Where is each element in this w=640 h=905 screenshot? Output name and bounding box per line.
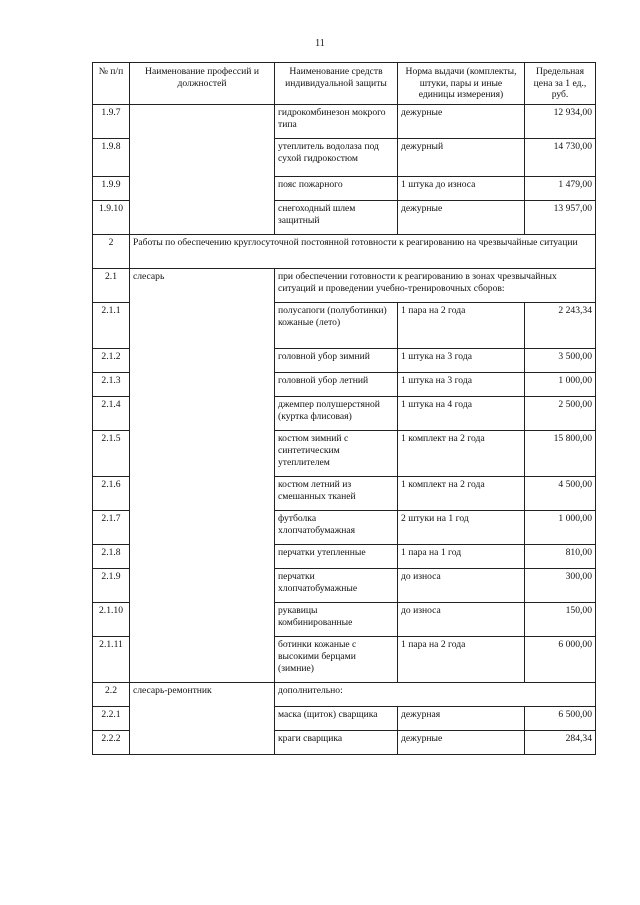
issue-norm: 1 комплект на 2 года <box>398 477 525 511</box>
table-row <box>93 683 596 707</box>
ppe-item: головной убор летний <box>275 373 398 397</box>
row-number: 2.1.10 <box>93 603 130 637</box>
issue-norm: дежурная <box>398 707 525 731</box>
ppe-item: гидрокомбинезон мокрого типа <box>275 105 398 139</box>
row-number: 2.1.4 <box>93 397 130 431</box>
row-number: 2.2 <box>93 683 130 707</box>
issue-norm: до износа <box>398 569 525 603</box>
ppe-item: перчатки хлопчатобумажные <box>275 569 398 603</box>
max-price: 150,00 <box>525 603 596 637</box>
table-row <box>93 269 596 303</box>
ppe-item: джемпер полушерстяной (куртка флисовая) <box>275 397 398 431</box>
issue-norm: дежурные <box>398 731 525 755</box>
row-number: 2.1 <box>93 269 130 303</box>
max-price: 3 500,00 <box>525 349 596 373</box>
max-price: 12 934,00 <box>525 105 596 139</box>
max-price: 4 500,00 <box>525 477 596 511</box>
issue-norm: 1 пара на 2 года <box>398 637 525 683</box>
header-ppe-name: Наименование средств индивидуальной защиты <box>275 63 398 105</box>
issue-norm: 1 штука на 3 года <box>398 373 525 397</box>
section-row <box>93 235 596 269</box>
ppe-item: перчатки утепленные <box>275 545 398 569</box>
row-number: 2.1.8 <box>93 545 130 569</box>
ppe-item: полусапоги (полуботинки) кожаные (лето) <box>275 303 398 349</box>
ppe-item: снегоходный шлем защитный <box>275 201 398 235</box>
max-price: 1 479,00 <box>525 177 596 201</box>
row-number: 1.9.9 <box>93 177 130 201</box>
issue-norm: 1 штука до износа <box>398 177 525 201</box>
issue-norm: 2 штуки на 1 год <box>398 511 525 545</box>
ppe-item: футболка хлопчатобумажная <box>275 511 398 545</box>
page-number: 11 <box>315 38 325 49</box>
row-number: 2.1.3 <box>93 373 130 397</box>
group-note: дополнительно: <box>275 683 596 707</box>
issue-norm: 1 пара на 1 год <box>398 545 525 569</box>
profession-name: слесарь-ремонтник <box>130 683 275 755</box>
issue-norm: 1 пара на 2 года <box>398 303 525 349</box>
row-number: 2.2.2 <box>93 731 130 755</box>
issue-norm: 1 штука на 4 года <box>398 397 525 431</box>
row-number: 2.1.2 <box>93 349 130 373</box>
header-max-price: Предельная цена за 1 ед., руб. <box>525 63 596 105</box>
ppe-item: костюм зимний с синтетическим утеплителем <box>275 431 398 477</box>
header-issue-norm: Норма выдачи (комплекты, штуки, пары и иные единицы измерения) <box>398 63 525 105</box>
issue-norm: дежурный <box>398 139 525 177</box>
max-price: 6 000,00 <box>525 637 596 683</box>
issue-norm: до износа <box>398 603 525 637</box>
row-number: 2.1.11 <box>93 637 130 683</box>
ppe-norms-table <box>92 62 596 755</box>
table-row <box>93 105 596 139</box>
header-number: № п/п <box>93 63 130 105</box>
profession-cell-empty <box>130 105 275 235</box>
max-price: 2 243,34 <box>525 303 596 349</box>
row-number: 2.1.9 <box>93 569 130 603</box>
ppe-item: маска (щиток) сварщика <box>275 707 398 731</box>
max-price: 810,00 <box>525 545 596 569</box>
group-note: при обеспечении готовности к реагированию в зонах чрезвычайных ситуаций и проведении учебно-тренировочных сборов: <box>275 269 596 303</box>
max-price: 6 500,00 <box>525 707 596 731</box>
row-number: 1.9.8 <box>93 139 130 177</box>
header-profession: Наименование профессий и должностей <box>130 63 275 105</box>
issue-norm: дежурные <box>398 201 525 235</box>
ppe-item: рукавицы комбинированные <box>275 603 398 637</box>
max-price: 300,00 <box>525 569 596 603</box>
row-number: 1.9.10 <box>93 201 130 235</box>
max-price: 13 957,00 <box>525 201 596 235</box>
max-price: 284,34 <box>525 731 596 755</box>
ppe-item: краги сварщика <box>275 731 398 755</box>
row-number: 2.1.1 <box>93 303 130 349</box>
max-price: 14 730,00 <box>525 139 596 177</box>
max-price: 1 000,00 <box>525 373 596 397</box>
row-number: 2.1.5 <box>93 431 130 477</box>
max-price: 1 000,00 <box>525 511 596 545</box>
row-number: 2 <box>93 235 130 269</box>
ppe-item: ботинки кожаные с высокими берцами (зимние) <box>275 637 398 683</box>
row-number: 1.9.7 <box>93 105 130 139</box>
max-price: 2 500,00 <box>525 397 596 431</box>
row-number: 2.2.1 <box>93 707 130 731</box>
issue-norm: 1 штука на 3 года <box>398 349 525 373</box>
max-price: 15 800,00 <box>525 431 596 477</box>
section-title: Работы по обеспечению круглосуточной постоянной готовности к реагированию на чрезвычайные ситуации <box>130 235 596 269</box>
ppe-item: костюм летний из смешанных тканей <box>275 477 398 511</box>
table-header-row <box>93 63 596 105</box>
ppe-item: головной убор зимний <box>275 349 398 373</box>
row-number: 2.1.7 <box>93 511 130 545</box>
issue-norm: дежурные <box>398 105 525 139</box>
ppe-item: пояс пожарного <box>275 177 398 201</box>
profession-name: слесарь <box>130 269 275 683</box>
row-number: 2.1.6 <box>93 477 130 511</box>
ppe-item: утеплитель водолаза под сухой гидрокостюм <box>275 139 398 177</box>
issue-norm: 1 комплект на 2 года <box>398 431 525 477</box>
